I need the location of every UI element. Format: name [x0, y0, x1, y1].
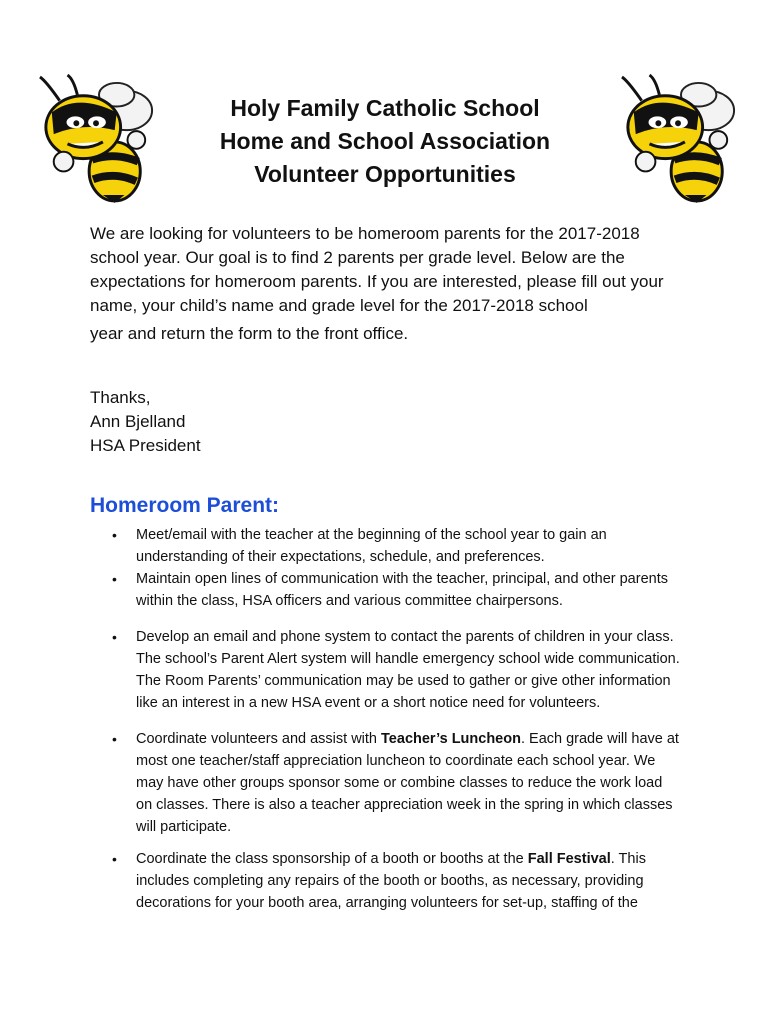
yellow-jacket-mascot-icon [620, 72, 738, 204]
list-item [112, 728, 682, 838]
bullet-icon: • [112, 527, 117, 543]
yellow-jacket-mascot-icon [38, 72, 156, 204]
signoff [90, 386, 201, 458]
bullet-icon: • [112, 731, 117, 747]
bullet-icon: • [112, 851, 117, 867]
list-item-text-post: . Each grade will have at most one teacher/staff appreciation luncheon to coordinate each school year. We may have other groups sponsor some or combine classes to reduce the work load on classes. There is also a teacher appreciation week in the spring in which classes will participate. [136, 731, 679, 835]
list-item [112, 568, 682, 612]
signoff-name: Ann Bjelland [90, 412, 186, 431]
list-item-text-post: . This includes completing any repairs of the booth or booths, as necessary, providing decorations for your booth area, arranging volunteers for set-up, staffing of the [136, 851, 646, 911]
list-item-text: Maintain open lines of communication with the teacher, principal, and other parents within the class, HSA officers and various committee chairpersons. [136, 571, 668, 609]
event-name-fall-festival: Fall Festival [527, 851, 611, 867]
bullet-icon: • [112, 571, 117, 587]
intro-last-line: year and return the form to the front office. [90, 324, 409, 343]
list-item [112, 626, 682, 714]
list-item [112, 848, 682, 914]
list-item-text-pre: Coordinate the class sponsorship of a booth or booths at the [136, 851, 528, 867]
document-header [180, 92, 590, 191]
intro-paragraph [90, 222, 690, 346]
intro-text: We are looking for volunteers to be homeroom parents for the 2017-2018 school year. Our goal is to find 2 parents per grade level. Below are the expectations for homeroom parents. If you are interested, please fill out your name, your child’s name and grade level for the 2017-2018 school [90, 224, 664, 315]
association-name: Home and School Association [219, 128, 551, 154]
list-item [112, 524, 682, 568]
document-title: Volunteer Opportunities [254, 161, 516, 187]
school-name: Holy Family Catholic School [230, 95, 540, 121]
bullet-icon: • [112, 629, 117, 645]
section-title: Homeroom Parent: [90, 494, 280, 517]
signoff-title: HSA President [90, 436, 201, 455]
event-name-teachers-luncheon: Teacher’s Luncheon [381, 731, 521, 747]
duties-list [112, 524, 682, 914]
signoff-thanks: Thanks, [90, 388, 151, 407]
list-item-text: Meet/email with the teacher at the beginning of the school year to gain an understanding of their expectations, schedule, and preferences. [136, 527, 607, 565]
list-item-text: Develop an email and phone system to contact the parents of children in your class. The school’s Parent Alert system will handle emergency school wide communication. The Room Parents’ communication may be used to gather or give other information like an interest in a new HSA event or a short notice need for volunteers. [136, 629, 680, 711]
list-item-text-pre: Coordinate volunteers and assist with [136, 731, 382, 747]
